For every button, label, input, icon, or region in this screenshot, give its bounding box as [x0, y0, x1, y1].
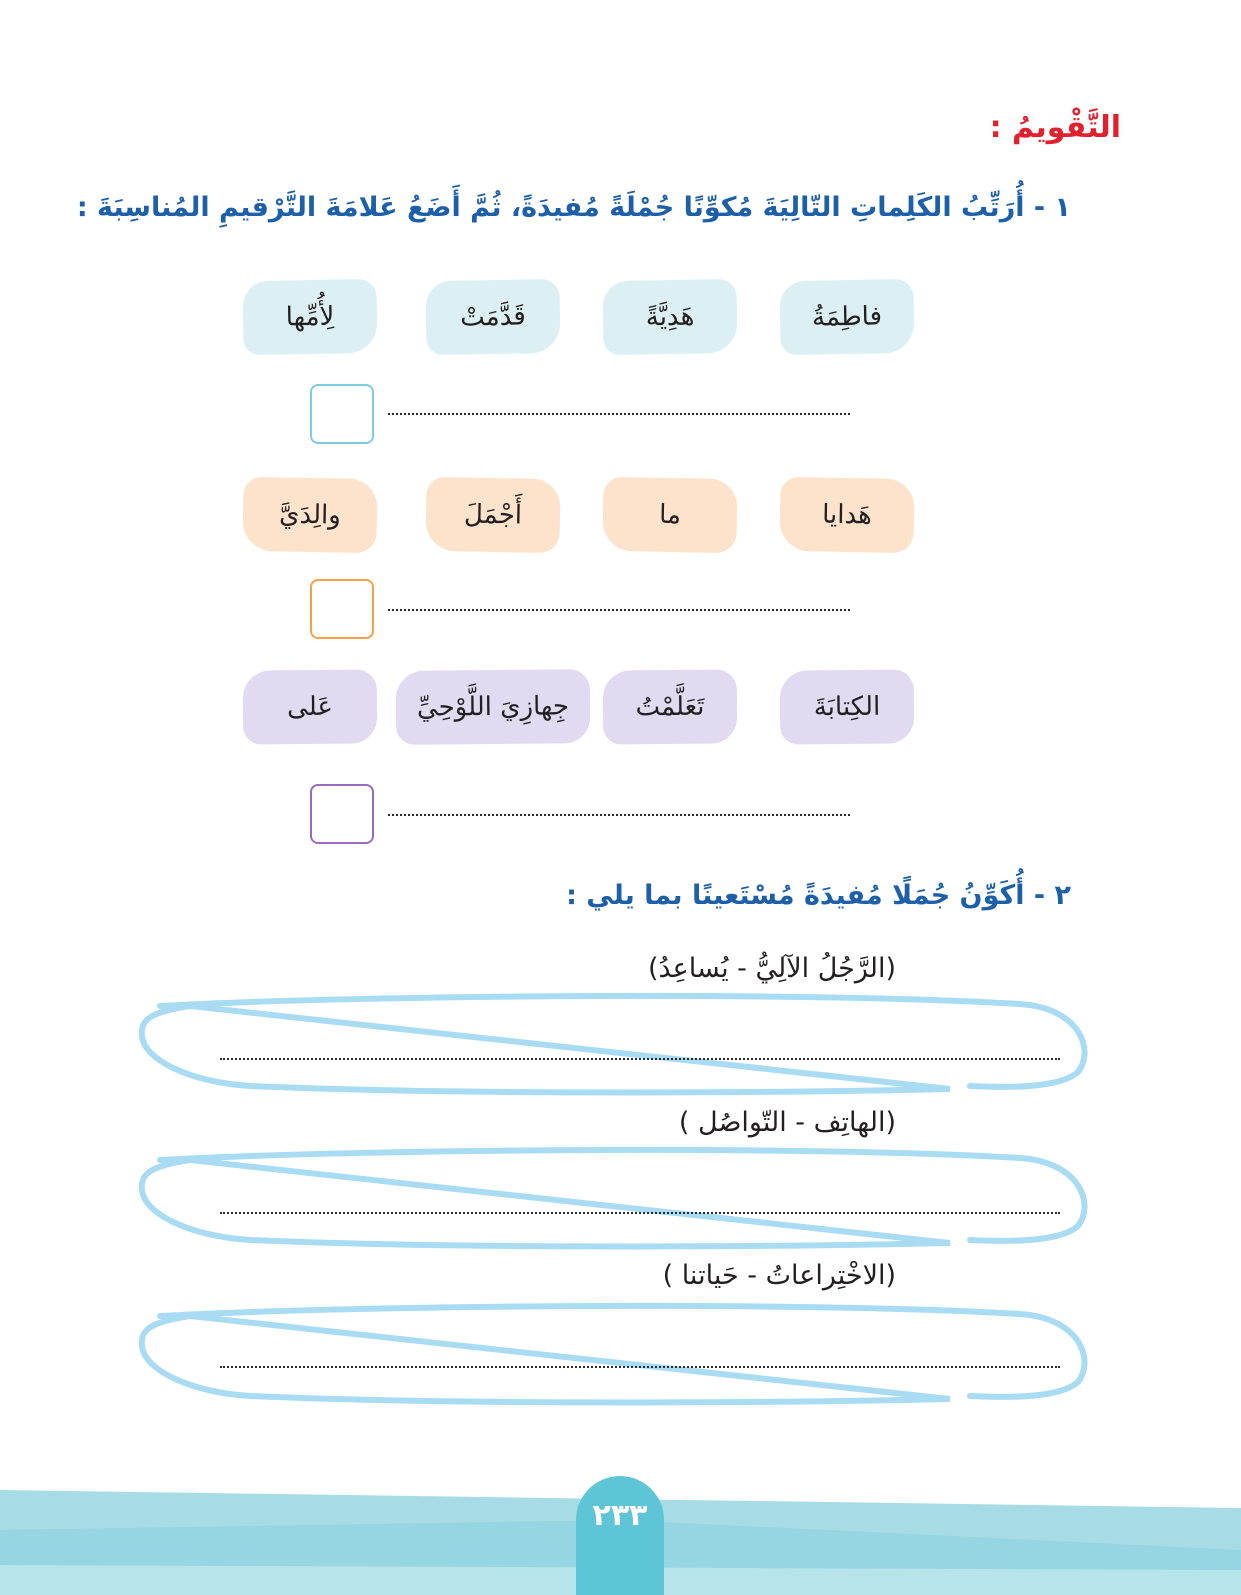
- word-card[interactable]: فاطِمَةُ: [779, 279, 914, 355]
- question-1: [77, 192, 1071, 223]
- word-card[interactable]: الكِتابَةَ: [780, 669, 915, 744]
- page-number: ٢٣٣: [576, 1476, 664, 1595]
- word-card[interactable]: هَدِيَّةً: [602, 279, 737, 355]
- word-card[interactable]: هَدايا: [779, 477, 914, 553]
- answer-line[interactable]: [388, 413, 850, 415]
- punctuation-box[interactable]: [310, 384, 374, 444]
- word-card[interactable]: لِأُمِّها: [242, 279, 377, 355]
- answer-line[interactable]: [220, 1366, 1060, 1368]
- answer-loop: [130, 990, 1100, 1100]
- question-2-number: ٢ -: [1033, 880, 1071, 911]
- sentence-prompt: (الاخْتِراعاتُ - حَياتنا ): [662, 1260, 896, 1291]
- answer-line[interactable]: [388, 814, 850, 816]
- question-2: [566, 880, 1071, 911]
- word-card[interactable]: والِدَيَّ: [242, 477, 377, 553]
- word-card[interactable]: تَعَلَّمْتُ: [603, 669, 738, 744]
- question-1-text: أُرَتِّبُ الكَلِماتِ التّالِيَةَ مُكوِّنًا جُمْلَةً مُفيدَةً، ثُمَّ أَضَعُ عَلامَةَ التَّرْقيمِ المُناسِبَةَ :: [76, 192, 1025, 223]
- punctuation-box[interactable]: [310, 784, 374, 844]
- sentence-prompt: (الرَّجُلُ الآلِيُّ - يُساعِدُ): [647, 953, 896, 984]
- word-card[interactable]: أَجْمَلَ: [425, 477, 560, 553]
- answer-line[interactable]: [220, 1212, 1060, 1214]
- question-2-text: أُكَوِّنُ جُمَلًا مُفيدَةً مُسْتَعينًا بما يلي :: [566, 880, 1025, 911]
- question-1-number: ١ -: [1033, 192, 1071, 223]
- answer-line[interactable]: [388, 609, 850, 611]
- word-card[interactable]: جِهازِيَ اللَّوْحِيِّ: [396, 669, 591, 745]
- word-card[interactable]: قَدَّمَتْ: [425, 279, 560, 355]
- answer-line[interactable]: [220, 1058, 1060, 1060]
- section-title: التَّقْويمُ :: [989, 110, 1121, 145]
- word-card[interactable]: ما: [602, 477, 737, 553]
- sentence-prompt: (الهاتِف - التّواصُل ): [678, 1107, 896, 1138]
- answer-loop: [130, 1144, 1100, 1254]
- answer-loop: [130, 1300, 1100, 1410]
- word-card[interactable]: عَلى: [243, 669, 378, 744]
- punctuation-box[interactable]: [310, 579, 374, 639]
